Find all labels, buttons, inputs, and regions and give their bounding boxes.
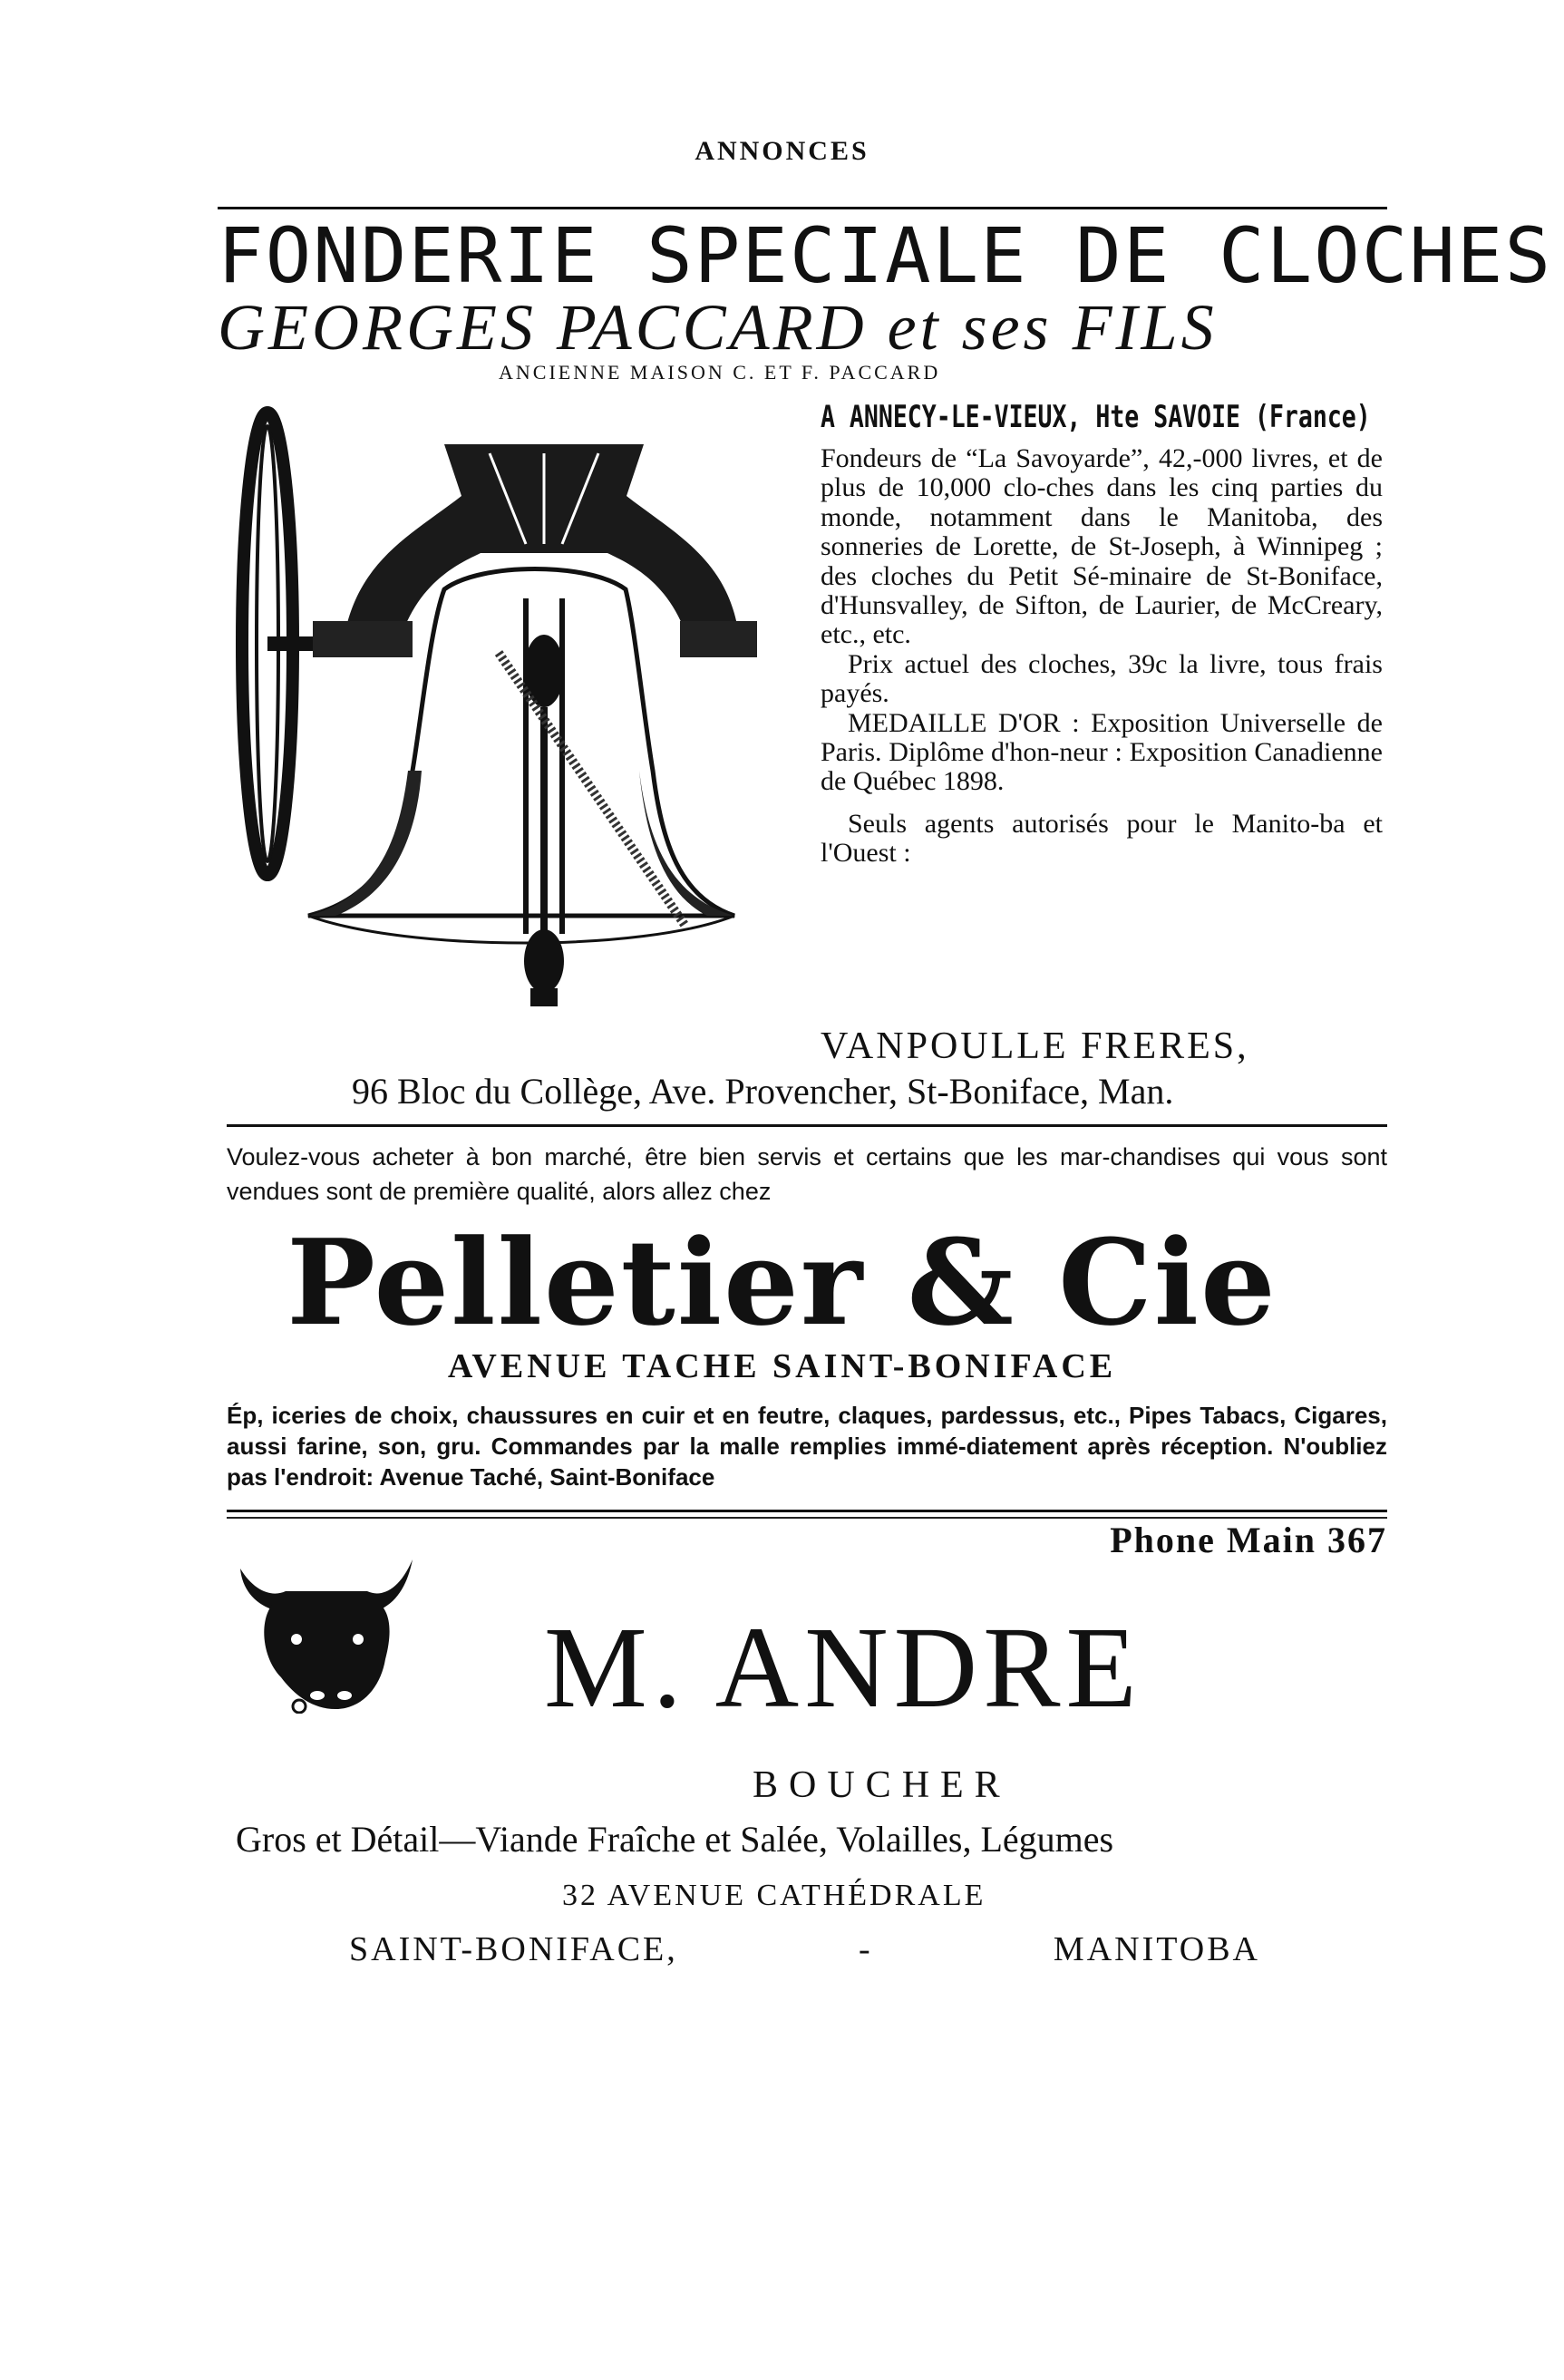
- andre-trade: BOUCHER: [753, 1764, 1011, 1806]
- andre-city-line: [349, 1929, 1260, 1969]
- pelletier-items: Ép, iceries de choix, chaussures en cuir et en feutre, claques, pardessus, etc., Pipes Tabacs, Cigares, aussi farine, son, gru. Commandes par la malle remplies immé-diatement après réception. N'oubliez pas l'endroit: Avenue Taché, Saint-Boniface: [227, 1402, 1387, 1491]
- bull-head-logo: [231, 1541, 422, 1714]
- andre-name: M. ANDRE: [544, 1603, 1142, 1732]
- andre-goods: Gros et Détail—Viande Fraîche et Salée, Volailles, Légumes: [236, 1819, 1114, 1860]
- foundry-headline: FONDERIE SPECIALE DE CLOCHES: [218, 211, 1553, 300]
- foundry-paragraph-1: Fondeurs de “La Savoyarde”, 42,-000 livres, et de plus de 10,000 clo-ches dans les cinq parties du monde, notamment dans le Manitoba, des sonneries de Lorette, de St-Joseph, à Winnipeg ; des cloches du Petit Sé-minaire de St-Boniface, d'Hunsvalley, de Sifton, de Laurier, de McCreary, etc., etc.: [821, 443, 1383, 650]
- andre-separator: -: [859, 1930, 873, 1968]
- header-rule: [218, 207, 1387, 209]
- pelletier-name: Pelletier & Cie: [287, 1213, 1277, 1352]
- foundry-paragraph-2: Prix actuel des cloches, 39c la livre, tous frais payés.: [821, 648, 1383, 709]
- former-house: ANCIENNE MAISON C. ET F. PACCARD: [499, 361, 941, 384]
- section-divider-2: [227, 1510, 1387, 1512]
- page-header: ANNONCES: [695, 136, 869, 166]
- andre-province: MANITOBA: [1053, 1930, 1260, 1968]
- andre-city: SAINT-BONIFACE,: [349, 1930, 678, 1968]
- foundry-paragraph-3: MEDAILLE D'OR : Exposition Universelle de Paris. Diplôme d'hon-neur : Exposition Canadienne de Québec 1898.: [821, 707, 1383, 797]
- bell-illustration: [227, 390, 771, 1015]
- agent-address: 96 Bloc du Collège, Ave. Provencher, St-Boniface, Man.: [352, 1071, 1174, 1112]
- foundry-location: A ANNECY-LE-VIEUX, Hte SAVOIE (France): [821, 399, 1371, 435]
- section-divider-1: [227, 1124, 1387, 1127]
- agent-name: VANPOULLE FRERES,: [821, 1025, 1249, 1067]
- phone-number: Phone Main 367: [1110, 1520, 1387, 1560]
- pelletier-address: AVENUE TACHE SAINT-BONIFACE: [447, 1347, 1117, 1385]
- company-name: GEORGES PACCARD et ses FILS: [218, 291, 1218, 364]
- andre-street: 32 AVENUE CATHÉDRALE: [562, 1879, 986, 1912]
- foundry-description: [821, 444, 1383, 868]
- pelletier-intro: Voulez-vous acheter à bon marché, être bien servis et certains que les mar-chandises qui vous sont vendues sont de première qualité, alors allez chez: [227, 1143, 1387, 1205]
- foundry-paragraph-4: Seuls agents autorisés pour le Manito-ba et l'Ouest :: [821, 808, 1383, 869]
